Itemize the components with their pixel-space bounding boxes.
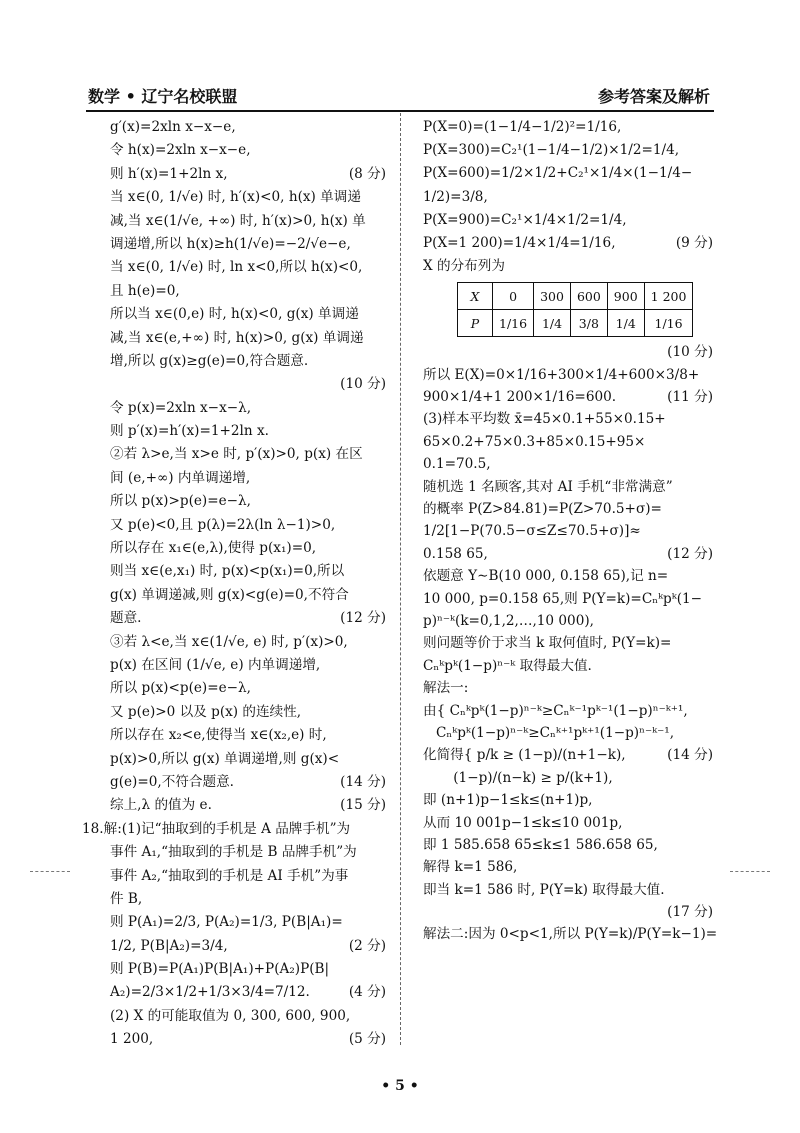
line-text: 解法二:因为 0<p<1,所以 P(Y=k)/P(Y=k−1)= [423, 926, 718, 943]
line-text: 题意. [110, 610, 142, 627]
left-column [82, 116, 386, 1052]
text-line [423, 812, 713, 834]
line-text: 令 p(x)=2xln x−x−λ, [110, 399, 252, 416]
text-line [423, 610, 713, 632]
line-text: 间 (e,+∞) 内单调递增, [110, 469, 251, 486]
table-header-row [458, 283, 693, 310]
score-label: (2 分) [348, 937, 386, 954]
text-line [423, 520, 713, 542]
text-line [423, 677, 713, 699]
text-line [110, 724, 386, 747]
line-text: (3)样本平均数 x̄=45×0.1+55×0.15+ [423, 411, 666, 428]
score-label: (14 分) [340, 773, 386, 790]
line-text: 由{ Cₙᵏpᵏ(1−p)ⁿ⁻ᵏ≥Cₙᵏ⁻¹pᵏ⁻¹(1−p)ⁿ⁻ᵏ⁺¹, [423, 702, 688, 719]
table-cell: 0 [493, 283, 534, 310]
line-text: 事件 A₂,“抽取到的手机是 AI 手机”为事 [110, 867, 349, 884]
text-line [423, 232, 713, 255]
line-text: 则 p′(x)=h′(x)=1+2ln x. [110, 423, 269, 440]
line-text: p(x)>0,所以 g(x) 单调递增,则 g(x)< [110, 750, 340, 767]
text-line [110, 865, 386, 888]
text-line [110, 794, 386, 817]
table-cell: 1/4 [607, 310, 644, 337]
line-text: (2) X 的可能取值为 0, 300, 600, 900, [110, 1007, 351, 1024]
text-line [423, 655, 713, 677]
line-text: 则问题等价于求当 k 取何值时, P(Y=k)= [423, 635, 672, 652]
table-cell: 1/16 [644, 310, 693, 337]
line-text: P(X=1 200)=1/4×1/4=1/16, [423, 234, 616, 251]
line-text: 解法一: [423, 680, 469, 697]
line-text: g(x) 单调递减,则 g(x)<g(e)=0,不符合 [110, 586, 349, 603]
text-line [110, 841, 386, 864]
text-line [423, 431, 713, 453]
text-line [423, 139, 713, 162]
right-column [423, 116, 718, 946]
text-line [110, 139, 386, 162]
score-label: (10 分) [667, 344, 713, 361]
line-text: P(X=300)=C₂¹(1−1/4−1/2)×1/2=1/4, [423, 142, 680, 159]
text-line [110, 280, 386, 303]
text-line [423, 767, 713, 789]
line-text: P(X=0)=(1−1/4−1/2)²=1/16, [423, 119, 622, 135]
text-line [423, 923, 718, 945]
line-text: 随机选 1 名顾客,其对 AI 手机“非常满意” [423, 478, 673, 495]
line-text: 即 (n+1)p−1≤k≤(n+1)p, [423, 792, 593, 809]
text-line [423, 856, 713, 878]
line-text: 10 000, p=0.158 65,则 P(Y=k)=Cₙᵏpᵏ(1− [423, 590, 703, 607]
text-line [110, 1028, 386, 1051]
line-text: 综上,λ 的值为 e. [110, 797, 212, 814]
line-text: 调递增,所以 h(x)≥h(1/√e)=−2/√e−e, [110, 235, 351, 252]
text-line [110, 958, 386, 981]
line-text: 当 x∈(0, 1/√e) 时, h′(x)<0, h(x) 单调递 [110, 189, 361, 206]
text-line [423, 901, 713, 923]
score-label: (17 分) [667, 904, 713, 921]
column-divider [400, 113, 401, 1045]
text-line [110, 1005, 386, 1028]
text-line [423, 834, 713, 856]
text-line [110, 771, 386, 794]
text-line [423, 186, 713, 209]
line-text: 且 h(e)=0, [110, 282, 180, 299]
line-text: 0.158 65, [423, 545, 488, 562]
text-line [110, 467, 386, 490]
line-text: 令 h(x)=2xln x−x−e, [110, 142, 251, 159]
text-line [423, 700, 713, 722]
line-text: p(x) 在区间 (1/√e, e) 内单调递增, [110, 656, 321, 673]
header-left: 数学 • 辽宁名校联盟 [88, 87, 238, 106]
line-text: A₂)=2/3×1/2+1/3×3/4=7/12. [110, 984, 310, 1001]
text-line [110, 607, 386, 630]
line-text: P(X=600)=1/2×1/2+C₂¹×1/4×(1−1/4− [423, 165, 693, 182]
line-text: 则 P(B)=P(A₁)P(B|A₁)+P(A₂)P(B| [110, 961, 330, 978]
text-line [423, 162, 713, 185]
line-text: 又 p(e)>0 以及 p(x) 的连续性, [110, 703, 302, 720]
line-text: 事件 A₁,“抽取到的手机是 B 品牌手机”为 [110, 844, 357, 861]
text-line [423, 255, 713, 278]
score-label: (10 分) [340, 376, 386, 393]
score-label: (9 分) [675, 234, 713, 251]
score-label: (4 分) [348, 984, 386, 1001]
line-text: ③若 λ<e,当 x∈(1/√e, e) 时, p′(x)>0, [110, 633, 348, 650]
text-line [423, 453, 713, 475]
line-text: X 的分布列为 [423, 258, 505, 275]
score-label: (12 分) [667, 545, 713, 562]
line-text: 解得 k=1 586, [423, 859, 518, 876]
text-line [423, 476, 713, 498]
line-text: 1/2, P(B|A₂)=3/4, [110, 937, 228, 954]
text-line [110, 327, 386, 350]
text-line [110, 233, 386, 256]
text-line [110, 654, 386, 677]
text-line [110, 537, 386, 560]
text-line [110, 935, 386, 958]
line-text: 1 200, [110, 1031, 154, 1048]
text-line [110, 443, 386, 466]
text-line [110, 210, 386, 233]
text-line [423, 341, 713, 363]
distribution-table [457, 282, 693, 337]
line-text: 件 B, [110, 890, 143, 907]
line-text: 1/2[1−P(70.5−σ≤Z≤70.5+σ)]≈ [423, 523, 641, 540]
table-cell: 1/16 [493, 310, 534, 337]
text-line [110, 490, 386, 513]
header-rule [86, 110, 714, 112]
header-right: 参考答案及解析 [597, 87, 710, 106]
line-text: 则 h′(x)=1+2ln x, [110, 165, 228, 182]
table-cell: 1 200 [644, 283, 693, 310]
table-cell: 600 [570, 283, 607, 310]
line-text: 900×1/4+1 200×1/16=600. [423, 389, 617, 406]
text-line [423, 386, 713, 408]
line-text: P(X=900)=C₂¹×1/4×1/2=1/4, [423, 211, 627, 228]
line-text: 从而 10 001p−1≤k≤10 001p, [423, 814, 623, 831]
table-cell: 3/8 [570, 310, 607, 337]
right-column-part-a [423, 116, 713, 278]
text-line [82, 818, 386, 841]
text-line [110, 514, 386, 537]
table-cell: 900 [607, 283, 644, 310]
text-line [110, 373, 386, 396]
line-text: 的概率 P(Z>84.81)=P(Z>70.5+σ)= [423, 501, 662, 518]
line-text: 当 x∈(0, 1/√e) 时, ln x<0,所以 h(x)<0, [110, 259, 363, 276]
right-column-part-b [423, 341, 718, 946]
page-header [88, 84, 710, 108]
cut-mark-left [30, 871, 70, 872]
table-cell: X [458, 283, 493, 310]
score-label: (12 分) [340, 610, 386, 627]
text-line [423, 744, 713, 766]
line-text: g(e)=0,不符合题意. [110, 773, 235, 790]
line-text: Cₙᵏpᵏ(1−p)ⁿ⁻ᵏ 取得最大值. [423, 657, 592, 674]
text-line [423, 408, 713, 430]
line-text: 依题意 Y∼B(10 000, 0.158 65),记 n= [423, 568, 669, 585]
line-text: 所以 p(x)<p(e)=e−λ, [110, 680, 251, 697]
line-text: ②若 λ>e,当 x>e 时, p′(x)>0, p(x) 在区 [110, 446, 363, 463]
text-line [110, 163, 386, 186]
text-line [110, 256, 386, 279]
line-text: 65×0.2+75×0.3+85×0.15+95× [423, 433, 646, 450]
line-text: 1/2)=3/8, [423, 188, 488, 205]
text-line [110, 631, 386, 654]
text-line [423, 116, 713, 139]
line-text: 所以 E(X)=0×1/16+300×1/4+600×3/8+ [423, 366, 700, 383]
line-text: 所以存在 x₁∈(e,λ),使得 p(x₁)=0, [110, 540, 317, 557]
line-text: 0.1=70.5, [423, 456, 491, 473]
text-line [423, 498, 713, 520]
text-line [423, 632, 713, 654]
line-text: 又 p(e)<0,且 p(λ)=2λ(ln λ−1)>0, [110, 516, 336, 533]
text-line [110, 397, 386, 420]
text-line [423, 565, 713, 587]
table-cell: P [458, 310, 493, 337]
table-cell: 1/4 [534, 310, 571, 337]
text-line [423, 543, 713, 565]
score-label: (11 分) [667, 389, 713, 406]
text-line [423, 722, 713, 744]
line-text: g′(x)=2xln x−x−e, [110, 119, 236, 135]
line-text: 则 P(A₁)=2/3, P(A₂)=1/3, P(B|A₁)= [110, 914, 343, 931]
text-line [423, 364, 713, 386]
line-text: 增,所以 g(x)≥g(e)=0,符合题意. [110, 352, 309, 369]
cut-mark-right [730, 871, 770, 872]
text-line [110, 677, 386, 700]
text-line [110, 584, 386, 607]
line-text: p)ⁿ⁻ᵏ(k=0,1,2,…,10 000), [423, 613, 594, 629]
text-line [110, 911, 386, 934]
line-text: (1−p)/(n−k) ≥ p/(k+1), [423, 769, 613, 786]
line-text: Cₙᵏpᵏ(1−p)ⁿ⁻ᵏ≥Cₙᵏ⁺¹pᵏ⁺¹(1−p)ⁿ⁻ᵏ⁻¹, [423, 724, 675, 741]
line-text: 所以存在 x₂<e,使得当 x∈(x₂,e) 时, [110, 727, 327, 744]
line-text: 化简得{ p/k ≥ (1−p)/(n+1−k), [423, 747, 626, 764]
score-label: (5 分) [348, 1031, 386, 1048]
text-line [110, 116, 386, 139]
line-text: 则当 x∈(e,x₁) 时, p(x)<p(x₁)=0,所以 [110, 563, 345, 580]
text-line [110, 186, 386, 209]
line-text: 所以 p(x)>p(e)=e−λ, [110, 493, 251, 510]
score-label: (15 分) [340, 797, 386, 814]
text-line [110, 420, 386, 443]
line-text: 减,当 x∈(1/√e, +∞) 时, h′(x)>0, h(x) 单 [110, 212, 366, 229]
text-line [110, 701, 386, 724]
score-label: (14 分) [667, 747, 713, 764]
text-line [110, 748, 386, 771]
table-row [458, 310, 693, 337]
line-text: 减,当 x∈(e,+∞) 时, h(x)>0, g(x) 单调递 [110, 329, 364, 346]
page-number: • 5 • [381, 1078, 419, 1094]
text-line [110, 303, 386, 326]
line-text: 即 1 585.658 65≤k≤1 586.658 65, [423, 836, 658, 853]
text-line [110, 560, 386, 583]
text-line [423, 879, 713, 901]
text-line [110, 350, 386, 373]
line-text: 即当 k=1 586 时, P(Y=k) 取得最大值. [423, 881, 665, 898]
score-label: (8 分) [348, 165, 386, 182]
table-cell: 300 [534, 283, 571, 310]
text-line [110, 981, 386, 1004]
text-line [423, 588, 713, 610]
line-text: 18.解:(1)记“抽取到的手机是 A 品牌手机”为 [82, 820, 351, 837]
line-text: 所以当 x∈(0,e) 时, h(x)<0, g(x) 单调递 [110, 306, 359, 323]
text-line [423, 209, 713, 232]
text-line [110, 888, 386, 911]
text-line [423, 789, 713, 811]
